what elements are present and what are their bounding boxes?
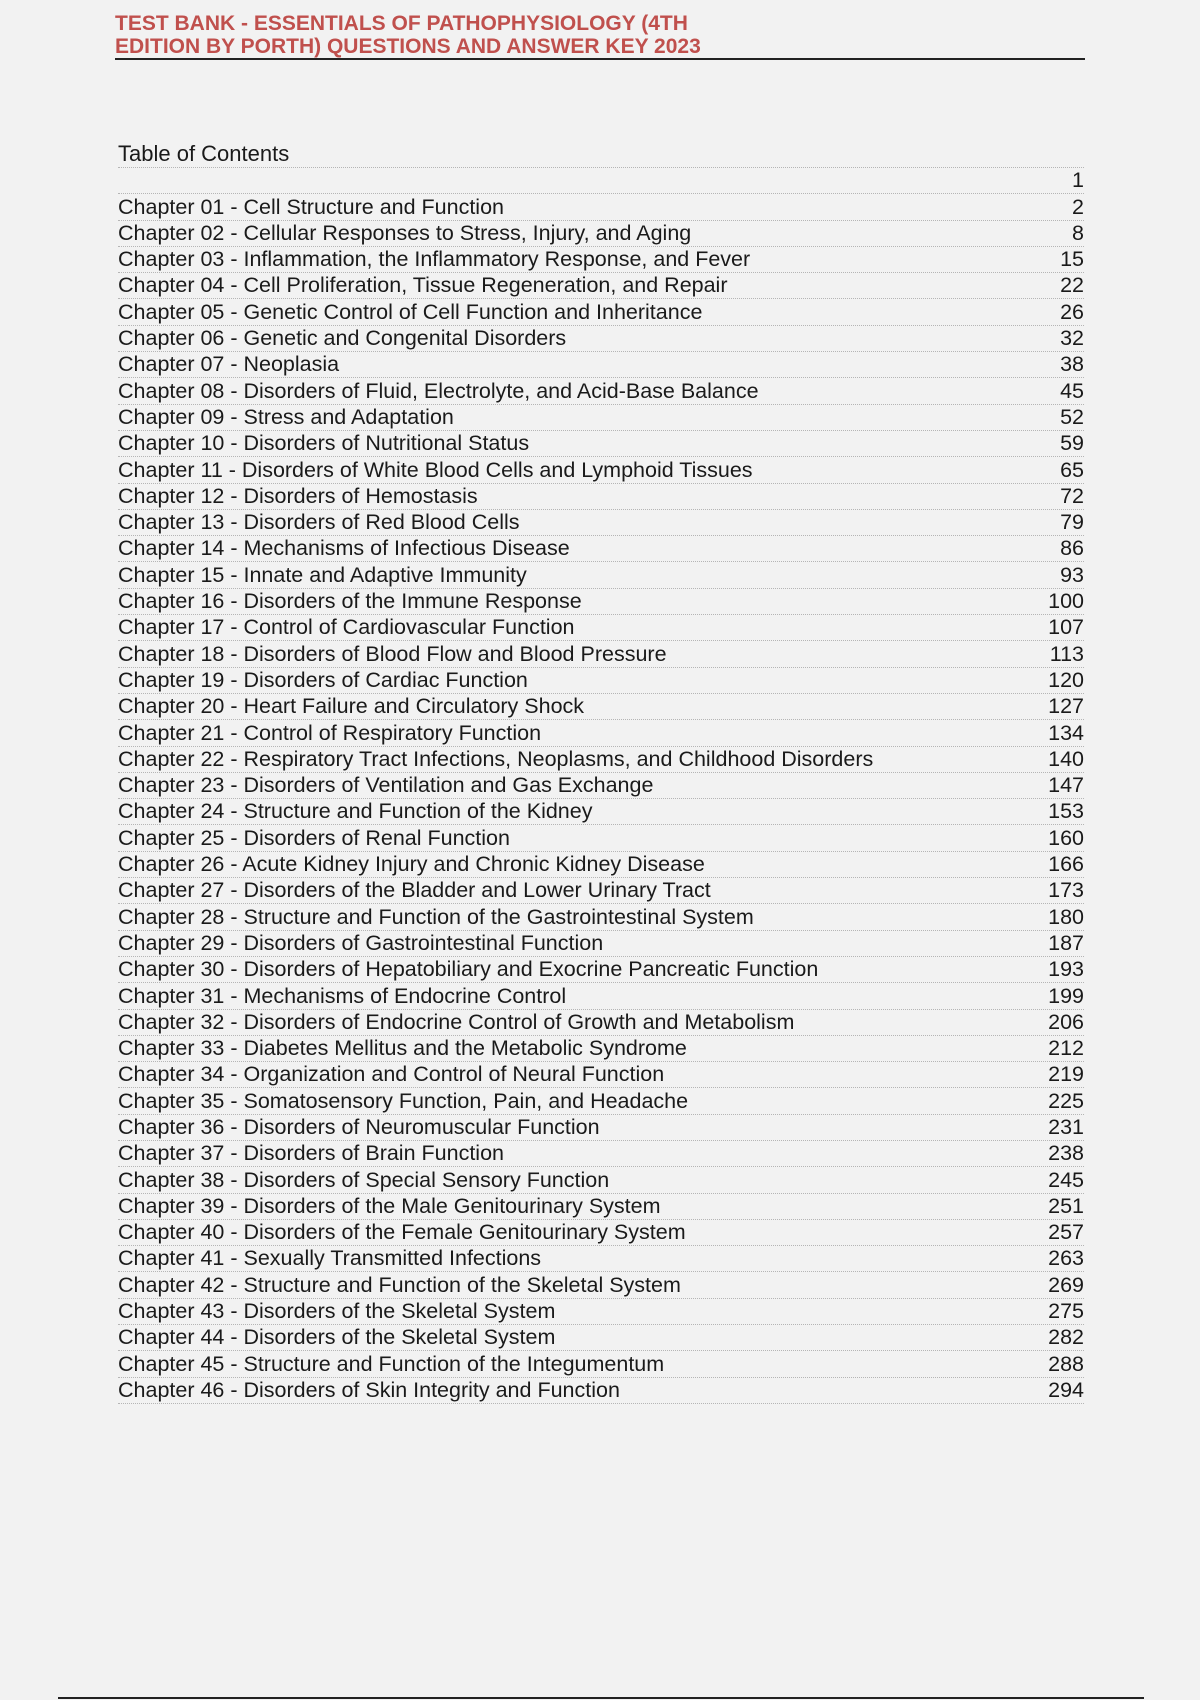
toc-entry-title: Chapter 29 - Disorders of Gastrointestinal Function bbox=[118, 930, 604, 955]
toc-entry[interactable] bbox=[118, 720, 1084, 746]
toc-entry[interactable] bbox=[118, 852, 1084, 878]
toc-entry-page-number: 294 bbox=[1048, 1377, 1084, 1402]
toc-entry-page-number: 65 bbox=[1060, 457, 1084, 482]
toc-entry-page-number: 93 bbox=[1060, 562, 1084, 587]
toc-entry[interactable] bbox=[118, 668, 1084, 694]
toc-entry-title: Chapter 31 - Mechanisms of Endocrine Control bbox=[118, 983, 567, 1008]
toc-entry-title: Chapter 21 - Control of Respiratory Function bbox=[118, 720, 542, 745]
toc-entry-page-number: 79 bbox=[1060, 510, 1084, 535]
toc-entry-page-number: 86 bbox=[1060, 536, 1084, 561]
toc-entry-title: Chapter 45 - Structure and Function of the Integumentum bbox=[118, 1351, 665, 1376]
toc-entry-page-number: 257 bbox=[1048, 1220, 1084, 1245]
toc-entry-page-number: 231 bbox=[1048, 1114, 1084, 1139]
toc-entry-page-number: 153 bbox=[1048, 799, 1084, 824]
toc-entry[interactable] bbox=[118, 1141, 1084, 1167]
toc-entry-page-number: 173 bbox=[1048, 878, 1084, 903]
toc-entry-title: Chapter 39 - Disorders of the Male Genitourinary System bbox=[118, 1193, 661, 1218]
toc-entry[interactable] bbox=[118, 510, 1084, 536]
toc-entry-title: Chapter 26 - Acute Kidney Injury and Chronic Kidney Disease bbox=[118, 852, 705, 877]
toc-entry-title: Chapter 36 - Disorders of Neuromuscular Function bbox=[118, 1114, 600, 1139]
toc-entry-page-number: 134 bbox=[1048, 720, 1084, 745]
toc-entry[interactable] bbox=[118, 168, 1084, 194]
toc-entry-page-number: 238 bbox=[1048, 1141, 1084, 1166]
toc-entry[interactable] bbox=[118, 1036, 1084, 1062]
toc-entry-title: Chapter 44 - Disorders of the Skeletal System bbox=[118, 1325, 556, 1350]
toc-entry-page-number: 187 bbox=[1048, 930, 1084, 955]
toc-entry-title: Chapter 04 - Cell Proliferation, Tissue Regeneration, and Repair bbox=[118, 273, 728, 298]
toc-entry-title: Chapter 35 - Somatosensory Function, Pain, and Headache bbox=[118, 1088, 689, 1113]
toc-entry-title: Chapter 08 - Disorders of Fluid, Electrolyte, and Acid-Base Balance bbox=[118, 378, 759, 403]
toc-entry[interactable] bbox=[118, 799, 1084, 825]
table-of-contents bbox=[118, 140, 1084, 1404]
toc-entry-title: Chapter 38 - Disorders of Special Sensory Function bbox=[118, 1167, 610, 1192]
toc-entry[interactable] bbox=[118, 983, 1084, 1009]
toc-entry-page-number: 26 bbox=[1060, 299, 1084, 324]
toc-entry-page-number: 180 bbox=[1048, 904, 1084, 929]
toc-entry-title: Chapter 15 - Innate and Adaptive Immunity bbox=[118, 562, 527, 587]
toc-entry-page-number: 140 bbox=[1048, 746, 1084, 771]
toc-entry-page-number: 275 bbox=[1048, 1299, 1084, 1324]
toc-entry[interactable] bbox=[118, 273, 1084, 299]
toc-entry[interactable] bbox=[118, 1351, 1084, 1377]
toc-entry-title: Chapter 41 - Sexually Transmitted Infections bbox=[118, 1246, 542, 1271]
toc-entry[interactable] bbox=[118, 1272, 1084, 1298]
toc-entry[interactable] bbox=[118, 957, 1084, 983]
toc-entry-title: Chapter 16 - Disorders of the Immune Response bbox=[118, 589, 582, 614]
toc-entry[interactable] bbox=[118, 1378, 1084, 1404]
toc-entry-title: Chapter 02 - Cellular Responses to Stress, Injury, and Aging bbox=[118, 220, 692, 245]
toc-entry[interactable] bbox=[118, 1194, 1084, 1220]
toc-entry[interactable] bbox=[118, 247, 1084, 273]
toc-entry-page-number: 59 bbox=[1060, 431, 1084, 456]
toc-entry[interactable] bbox=[118, 378, 1084, 404]
toc-entry-page-number: 32 bbox=[1060, 326, 1084, 351]
document-header bbox=[115, 12, 1085, 60]
toc-entry[interactable] bbox=[118, 773, 1084, 799]
toc-entry[interactable] bbox=[118, 641, 1084, 667]
toc-entry-page-number: 113 bbox=[1049, 641, 1084, 666]
toc-entry-title: Chapter 27 - Disorders of the Bladder and Lower Urinary Tract bbox=[118, 878, 711, 903]
toc-entry-title: Chapter 03 - Inflammation, the Inflammatory Response, and Fever bbox=[118, 247, 751, 272]
toc-entry[interactable] bbox=[118, 694, 1084, 720]
toc-entry[interactable] bbox=[118, 1246, 1084, 1272]
toc-entry-title: Chapter 46 - Disorders of Skin Integrity and Function bbox=[118, 1377, 620, 1402]
toc-entry[interactable] bbox=[118, 1115, 1084, 1141]
toc-entry[interactable] bbox=[118, 1325, 1084, 1351]
toc-entry[interactable] bbox=[118, 1220, 1084, 1246]
toc-entry-page-number: 212 bbox=[1048, 1036, 1084, 1061]
toc-entry[interactable] bbox=[118, 221, 1084, 247]
toc-entry-page-number: 2 bbox=[1072, 194, 1084, 219]
toc-entry-page-number: 160 bbox=[1048, 825, 1084, 850]
toc-heading: Table of Contents bbox=[118, 140, 1084, 168]
toc-entry-page-number: 282 bbox=[1048, 1325, 1084, 1350]
toc-entry-title: Chapter 30 - Disorders of Hepatobiliary and Exocrine Pancreatic Function bbox=[118, 957, 819, 982]
toc-entry-page-number: 263 bbox=[1048, 1246, 1084, 1271]
toc-entry-title: Chapter 11 - Disorders of White Blood Cells and Lymphoid Tissues bbox=[118, 457, 753, 482]
toc-list bbox=[118, 168, 1084, 1404]
toc-entry-page-number: 147 bbox=[1048, 773, 1084, 798]
toc-entry[interactable] bbox=[118, 457, 1084, 483]
header-title-line-2: EDITION BY PORTH) QUESTIONS AND ANSWER KEY 2023 bbox=[115, 35, 701, 58]
toc-entry-title: Chapter 17 - Control of Cardiovascular Function bbox=[118, 615, 575, 640]
toc-entry[interactable] bbox=[118, 825, 1084, 851]
toc-entry-title: Chapter 42 - Structure and Function of the Skeletal System bbox=[118, 1272, 681, 1297]
toc-entry-page-number: 107 bbox=[1048, 615, 1084, 640]
toc-entry-page-number: 15 bbox=[1060, 247, 1084, 272]
toc-entry-page-number: 8 bbox=[1072, 220, 1084, 245]
toc-entry-title: Chapter 14 - Mechanisms of Infectious Disease bbox=[118, 536, 570, 561]
toc-entry-title: Chapter 43 - Disorders of the Skeletal System bbox=[118, 1299, 556, 1324]
toc-entry[interactable] bbox=[118, 904, 1084, 930]
toc-entry[interactable] bbox=[118, 299, 1084, 325]
toc-entry-title: Chapter 19 - Disorders of Cardiac Function bbox=[118, 667, 528, 692]
toc-entry-page-number: 288 bbox=[1048, 1351, 1084, 1376]
toc-entry-title: Chapter 40 - Disorders of the Female Genitourinary System bbox=[118, 1220, 686, 1245]
toc-entry-title: Chapter 01 - Cell Structure and Function bbox=[118, 194, 505, 219]
header-title-line-1: TEST BANK - ESSENTIALS OF PATHOPHYSIOLOGY (4TH bbox=[115, 12, 688, 35]
toc-entry-title: Chapter 24 - Structure and Function of the Kidney bbox=[118, 799, 593, 824]
toc-entry-title: Chapter 33 - Diabetes Mellitus and the Metabolic Syndrome bbox=[118, 1036, 687, 1061]
toc-entry-title: Chapter 34 - Organization and Control of Neural Function bbox=[118, 1062, 665, 1087]
toc-entry[interactable] bbox=[118, 1010, 1084, 1036]
toc-entry[interactable] bbox=[118, 931, 1084, 957]
toc-entry-title: Chapter 28 - Structure and Function of the Gastrointestinal System bbox=[118, 904, 754, 929]
toc-entry-title: Chapter 37 - Disorders of Brain Function bbox=[118, 1141, 504, 1166]
toc-entry-title: Chapter 22 - Respiratory Tract Infections, Neoplasms, and Childhood Disorders bbox=[118, 746, 874, 771]
toc-entry-title: Chapter 13 - Disorders of Red Blood Cells bbox=[118, 510, 520, 535]
toc-entry-page-number: 251 bbox=[1048, 1193, 1084, 1218]
toc-entry-title: Chapter 32 - Disorders of Endocrine Control of Growth and Metabolism bbox=[118, 1009, 795, 1034]
toc-entry-page-number: 219 bbox=[1048, 1062, 1084, 1087]
toc-entry-title: Chapter 20 - Heart Failure and Circulatory Shock bbox=[118, 694, 585, 719]
toc-entry[interactable] bbox=[118, 352, 1084, 378]
toc-entry-page-number: 199 bbox=[1048, 983, 1084, 1008]
toc-entry-page-number: 45 bbox=[1060, 378, 1084, 403]
toc-entry-page-number: 72 bbox=[1060, 483, 1084, 508]
toc-entry-title: Chapter 09 - Stress and Adaptation bbox=[118, 404, 454, 429]
toc-entry[interactable] bbox=[118, 1062, 1084, 1088]
toc-entry[interactable] bbox=[118, 747, 1084, 773]
toc-entry-page-number: 1 bbox=[1072, 168, 1084, 193]
toc-entry[interactable] bbox=[118, 194, 1084, 220]
toc-entry-page-number: 225 bbox=[1048, 1088, 1084, 1113]
toc-entry-title: Chapter 25 - Disorders of Renal Function bbox=[118, 825, 510, 850]
toc-entry-title: Chapter 12 - Disorders of Hemostasis bbox=[118, 483, 478, 508]
toc-entry[interactable] bbox=[118, 326, 1084, 352]
toc-entry-page-number: 245 bbox=[1048, 1167, 1084, 1192]
toc-entry-page-number: 206 bbox=[1048, 1009, 1084, 1034]
toc-entry-page-number: 38 bbox=[1060, 352, 1084, 377]
toc-entry[interactable] bbox=[118, 589, 1084, 615]
toc-entry[interactable] bbox=[118, 484, 1084, 510]
toc-entry-page-number: 120 bbox=[1048, 667, 1084, 692]
toc-entry-page-number: 52 bbox=[1060, 404, 1084, 429]
toc-entry-page-number: 127 bbox=[1048, 694, 1084, 719]
toc-entry-page-number: 269 bbox=[1048, 1272, 1084, 1297]
toc-entry[interactable] bbox=[118, 1088, 1084, 1114]
toc-entry[interactable] bbox=[118, 615, 1084, 641]
toc-entry[interactable] bbox=[118, 536, 1084, 562]
footer-rule bbox=[58, 1697, 1144, 1699]
toc-entry[interactable] bbox=[118, 878, 1084, 904]
toc-entry[interactable] bbox=[118, 562, 1084, 588]
toc-entry-title: Chapter 06 - Genetic and Congenital Disorders bbox=[118, 326, 567, 351]
toc-entry[interactable] bbox=[118, 1167, 1084, 1193]
toc-entry-title: Chapter 18 - Disorders of Blood Flow and Blood Pressure bbox=[118, 641, 667, 666]
toc-entry-title: Chapter 07 - Neoplasia bbox=[118, 352, 340, 377]
toc-entry-page-number: 166 bbox=[1048, 852, 1084, 877]
toc-entry[interactable] bbox=[118, 1299, 1084, 1325]
toc-entry-title: Chapter 10 - Disorders of Nutritional Status bbox=[118, 431, 530, 456]
toc-entry-page-number: 100 bbox=[1048, 589, 1084, 614]
toc-entry-title: Chapter 05 - Genetic Control of Cell Function and Inheritance bbox=[118, 299, 703, 324]
toc-entry-page-number: 193 bbox=[1048, 957, 1084, 982]
toc-entry[interactable] bbox=[118, 431, 1084, 457]
toc-entry[interactable] bbox=[118, 405, 1084, 431]
toc-entry-page-number: 22 bbox=[1060, 273, 1084, 298]
toc-entry-title: Chapter 23 - Disorders of Ventilation and Gas Exchange bbox=[118, 773, 654, 798]
